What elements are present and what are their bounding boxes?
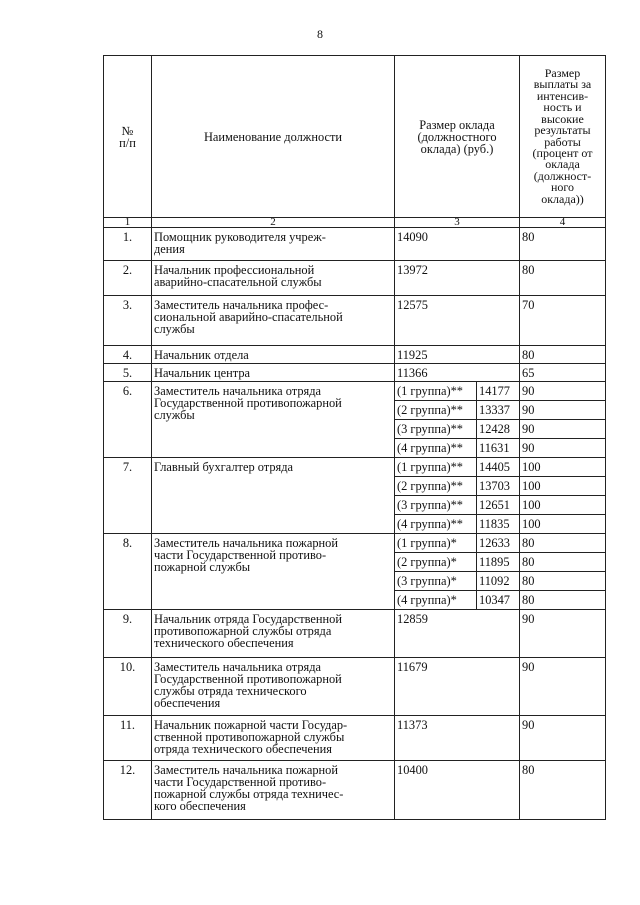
table-header-row (104, 56, 606, 218)
salary-table (103, 55, 606, 820)
bonus-percent: 90 (520, 716, 606, 761)
table-row (104, 346, 606, 364)
bonus-percent: 90 (520, 658, 606, 716)
row-number: 10. (104, 658, 152, 716)
salary-value: 13337 (477, 401, 520, 420)
bonus-percent: 80 (520, 553, 606, 572)
salary-value: 12651 (477, 496, 520, 515)
group-label: (2 группа)** (395, 401, 477, 420)
bonus-percent: 90 (520, 382, 606, 401)
group-label: (4 группа)* (395, 591, 477, 610)
row-number: 12. (104, 761, 152, 820)
position-name: Заместитель начальника пожарной части Государственной противо- пожарной службы отряда техничес- кого обеспечения (152, 761, 395, 820)
table-row (104, 296, 606, 346)
page-number: 8 (317, 27, 323, 41)
bonus-percent: 80 (520, 346, 606, 364)
position-name: Начальник пожарной части Государ- ственной противопожарной службы отряда технического обеспечения (152, 716, 395, 761)
column-number: 1 (104, 218, 152, 228)
salary-value: 13972 (395, 261, 520, 296)
header-bonus: Размер выплаты за интенсив- ность и высокие результаты работы (процент от оклада (должност- ного оклада)) (520, 56, 606, 218)
bonus-percent: 80 (520, 591, 606, 610)
group-label: (3 группа)** (395, 420, 477, 439)
header-num: № п/п (104, 56, 152, 218)
salary-value: 11631 (477, 439, 520, 458)
bonus-percent: 90 (520, 610, 606, 658)
salary-value: 11373 (395, 716, 520, 761)
bonus-percent: 100 (520, 477, 606, 496)
row-number: 5. (104, 364, 152, 382)
row-number: 8. (104, 534, 152, 610)
salary-value: 12633 (477, 534, 520, 553)
group-label: (2 группа)* (395, 553, 477, 572)
group-label: (2 группа)** (395, 477, 477, 496)
position-name: Помощник руководителя учреж- дения (152, 228, 395, 261)
table-row (104, 228, 606, 261)
table-row (104, 261, 606, 296)
table-row (104, 761, 606, 820)
position-name: Заместитель начальника профес- сиональной аварийно-спасательной службы (152, 296, 395, 346)
row-number: 7. (104, 458, 152, 534)
bonus-percent: 80 (520, 572, 606, 591)
group-label: (4 группа)** (395, 515, 477, 534)
column-number-row (104, 218, 606, 228)
salary-value: 10347 (477, 591, 520, 610)
column-number: 2 (152, 218, 395, 228)
bonus-percent: 70 (520, 296, 606, 346)
bonus-percent: 100 (520, 458, 606, 477)
position-name: Начальник отдела (152, 346, 395, 364)
row-number: 6. (104, 382, 152, 458)
row-number: 4. (104, 346, 152, 364)
column-number: 4 (520, 218, 606, 228)
salary-value: 12575 (395, 296, 520, 346)
group-label: (3 группа)** (395, 496, 477, 515)
header-salary: Размер оклада (должностного оклада) (руб.) (395, 56, 520, 218)
table-row (104, 716, 606, 761)
row-number: 9. (104, 610, 152, 658)
row-number: 1. (104, 228, 152, 261)
group-label: (4 группа)** (395, 439, 477, 458)
position-name: Заместитель начальника отряда Государственной противопожарной службы отряда технического обеспечения (152, 658, 395, 716)
position-name: Заместитель начальника пожарной части Государственной противо- пожарной службы (152, 534, 395, 610)
row-number: 11. (104, 716, 152, 761)
group-label: (1 группа)* (395, 534, 477, 553)
bonus-percent: 80 (520, 228, 606, 261)
position-name: Начальник центра (152, 364, 395, 382)
bonus-percent: 90 (520, 401, 606, 420)
bonus-percent: 90 (520, 439, 606, 458)
salary-value: 11925 (395, 346, 520, 364)
bonus-percent: 65 (520, 364, 606, 382)
group-label: (1 группа)** (395, 458, 477, 477)
salary-value: 14177 (477, 382, 520, 401)
position-name: Начальник отряда Государственной противопожарной службы отряда технического обеспечения (152, 610, 395, 658)
table-row (104, 382, 606, 401)
table-row (104, 658, 606, 716)
salary-value: 14405 (477, 458, 520, 477)
salary-value: 11895 (477, 553, 520, 572)
bonus-percent: 100 (520, 515, 606, 534)
bonus-percent: 90 (520, 420, 606, 439)
position-name: Начальник профессиональной аварийно-спасательной службы (152, 261, 395, 296)
table-row (104, 364, 606, 382)
position-name: Главный бухгалтер отряда (152, 458, 395, 534)
row-number: 2. (104, 261, 152, 296)
row-number: 3. (104, 296, 152, 346)
position-name: Заместитель начальника отряда Государственной противопожарной службы (152, 382, 395, 458)
table-row (104, 610, 606, 658)
table-row (104, 458, 606, 477)
bonus-percent: 100 (520, 496, 606, 515)
salary-value: 13703 (477, 477, 520, 496)
group-label: (1 группа)** (395, 382, 477, 401)
salary-value: 11092 (477, 572, 520, 591)
bonus-percent: 80 (520, 534, 606, 553)
column-number: 3 (395, 218, 520, 228)
header-position: Наименование должности (152, 56, 395, 218)
salary-value: 11366 (395, 364, 520, 382)
salary-value: 11679 (395, 658, 520, 716)
bonus-percent: 80 (520, 761, 606, 820)
salary-value: 11835 (477, 515, 520, 534)
table-row (104, 534, 606, 553)
group-label: (3 группа)* (395, 572, 477, 591)
salary-value: 12428 (477, 420, 520, 439)
bonus-percent: 80 (520, 261, 606, 296)
salary-value: 12859 (395, 610, 520, 658)
salary-value: 14090 (395, 228, 520, 261)
salary-value: 10400 (395, 761, 520, 820)
